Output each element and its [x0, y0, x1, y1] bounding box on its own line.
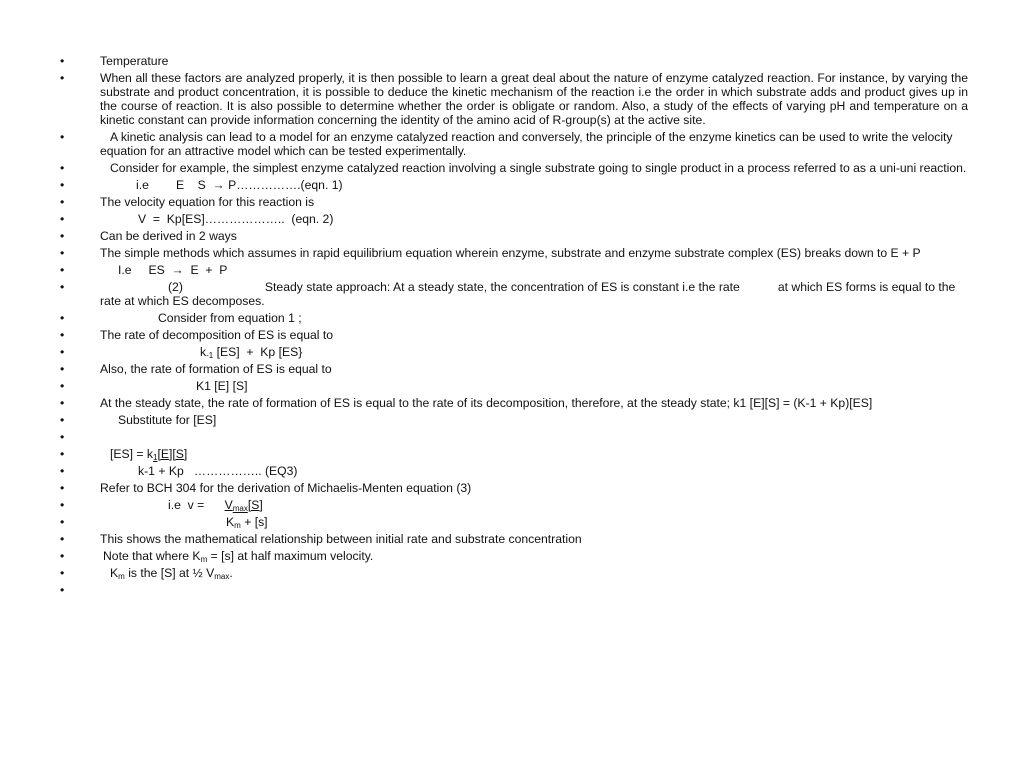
bullet-icon: •: [60, 54, 65, 68]
item-text: Refer to BCH 304 for the derivation of Michaelis-Menten equation (3): [100, 481, 472, 495]
bullet-list: [60, 54, 968, 600]
bullet-icon: •: [60, 246, 65, 260]
km-text: K: [110, 566, 119, 580]
equation-1: i.e E S → P…………….(eqn. 1): [136, 178, 343, 192]
item-text: The velocity equation for this reaction is: [100, 195, 315, 209]
list-item: [60, 229, 968, 243]
list-item: [60, 54, 968, 68]
list-item: [60, 549, 968, 563]
item-number: (2): [168, 280, 183, 294]
bullet-icon: •: [60, 566, 65, 580]
note-text: Note that where K: [103, 549, 201, 563]
item-text: Substitute for [ES]: [118, 413, 217, 427]
km-text-end: .: [229, 566, 233, 580]
rate-term-rest: [ES] + Kp [ES}: [213, 345, 303, 359]
list-item: [60, 263, 968, 277]
km-subscript: m: [118, 572, 125, 581]
bullet-icon: •: [60, 413, 65, 427]
item-text: The simple methods which assumes in rapid equilibrium equation wherein enzyme, substrate and enzyme substrate complex (ES) breaks down to E + P: [100, 246, 921, 260]
list-item: [60, 379, 968, 393]
bullet-icon: •: [60, 161, 65, 175]
bullet-icon: •: [60, 498, 65, 512]
item-text: This shows the mathematical relationship between initial rate and substrate concentration: [100, 532, 582, 546]
equation-2: V = Kp[ES]……………….. (eqn. 2): [138, 212, 334, 226]
bullet-icon: •: [60, 447, 65, 461]
item-text: The rate of decomposition of ES is equal to: [100, 328, 334, 342]
list-item: [60, 246, 968, 260]
vmax-subscript: max: [214, 572, 230, 581]
list-item: [60, 195, 968, 209]
bullet-icon: •: [60, 280, 65, 294]
list-item: [60, 328, 968, 342]
list-item: [60, 532, 968, 546]
es-equation: [ES] = k: [110, 447, 154, 461]
item-text: At the steady state, the rate of formation of ES is equal to the rate of its decomposition, therefore, at the steady state; k1 [E][S] = (K-1 + Kp)[ES]: [100, 396, 873, 410]
formation-term: K1 [E] [S]: [196, 379, 248, 393]
mm-numerator: V: [224, 498, 233, 512]
bullet-icon: •: [60, 195, 65, 209]
list-item: [60, 498, 968, 512]
item-text: at which ES forms is equal to the rate at which ES decomposes.: [100, 280, 956, 308]
item-text: Steady state approach: At a steady state, the concentration of ES is constant i.e the rate: [264, 280, 740, 294]
bullet-icon: •: [60, 263, 65, 277]
mm-denominator: K: [226, 515, 235, 529]
list-item: [60, 362, 968, 376]
item-text: Temperature: [100, 54, 169, 68]
bullet-icon: •: [60, 396, 65, 410]
bullet-icon: •: [60, 71, 65, 85]
list-item: [60, 396, 968, 410]
bullet-icon: •: [60, 362, 65, 376]
bullet-icon: •: [60, 345, 65, 359]
item-text: Consider from equation 1 ;: [158, 311, 302, 325]
bullet-icon: •: [60, 515, 65, 529]
km-text-mid: is the [S] at ½ V: [124, 566, 215, 580]
item-text: Can be derived in 2 ways: [100, 229, 237, 243]
bullet-icon: •: [60, 379, 65, 393]
mm-numerator-s: [S]: [247, 498, 263, 512]
es-subscript: 1: [153, 453, 158, 462]
bullet-icon: •: [60, 464, 65, 478]
es-numerator: [E][S]: [157, 447, 188, 461]
list-item: [60, 464, 968, 478]
list-item: [60, 447, 968, 461]
es-denominator: k-1 + Kp …………….. (EQ3): [138, 464, 298, 478]
list-item: [60, 178, 968, 192]
bullet-icon: •: [60, 130, 65, 144]
list-item: [60, 130, 968, 158]
item-text: Consider for example, the simplest enzyme catalyzed reaction involving a single substrate going to single product in a process referred to as a uni-uni reaction.: [110, 161, 967, 175]
mm-denominator-subscript: m: [234, 521, 241, 530]
rate-term: k: [200, 345, 207, 359]
note-text-rest: = [s] at half maximum velocity.: [207, 549, 374, 563]
item-text: Also, the rate of formation of ES is equal to: [100, 362, 332, 376]
bullet-icon: •: [60, 229, 65, 243]
item-text: When all these factors are analyzed properly, it is then possible to learn a great deal about the nature of enzyme catalyzed reaction. For instance, by varying the substrate and product concentration, it is possible to deduce the kinetic mechanism of the reaction i.e the order in which substrate adds and product gives up in the course of reaction. It is also possible to determine whether the order is obligate or random. Also, a study of the effects of varying pH and temperature on a kinetic constant can provide information concerning the identity of the amino acid of R-group(s) at the active site.: [100, 71, 968, 127]
list-item: [60, 583, 968, 597]
rate-subscript: -1: [206, 351, 214, 360]
list-item: [60, 161, 968, 175]
bullet-icon: •: [60, 212, 65, 226]
list-item: [60, 311, 968, 325]
bullet-icon: •: [60, 328, 65, 342]
mm-subscript: max: [232, 504, 248, 513]
mm-denominator-rest: + [s]: [240, 515, 268, 529]
list-item: [60, 430, 968, 444]
list-item: [60, 345, 968, 359]
list-item: [60, 481, 968, 495]
list-item: [60, 71, 968, 127]
list-item: [60, 413, 968, 427]
bullet-icon: •: [60, 532, 65, 546]
list-item: [60, 566, 968, 580]
item-text: A kinetic analysis can lead to a model for an enzyme catalyzed reaction and conversely, the principle of the enzyme kinetics can be used to write the velocity equation for an attractive model which can be tested experimentally.: [100, 130, 953, 158]
list-item: [60, 280, 968, 308]
bullet-icon: •: [60, 549, 65, 563]
reaction-line: I.e ES → E + P: [118, 263, 228, 277]
mm-equation: i.e v =: [168, 498, 225, 512]
bullet-icon: •: [60, 481, 65, 495]
bullet-icon: •: [60, 178, 65, 192]
bullet-icon: •: [60, 583, 65, 597]
bullet-icon: •: [60, 311, 65, 325]
list-item: [60, 515, 968, 529]
bullet-icon: •: [60, 430, 65, 444]
note-subscript: m: [200, 555, 208, 564]
list-item: [60, 212, 968, 226]
